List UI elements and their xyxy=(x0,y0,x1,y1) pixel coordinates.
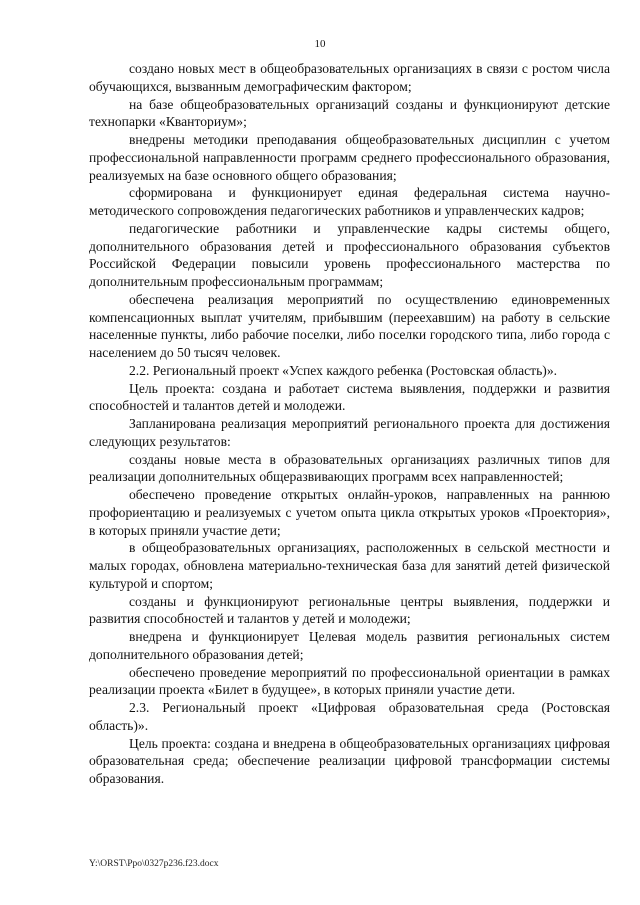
paragraph-proektoria-lessons: обеспечено проведение открытых онлайн-уроков, направленных на раннюю профориентацию и реализуемых с учетом опыта цикла открытых уроков «Проектория», в которых приняли участие дети; xyxy=(89,487,610,538)
paragraph-rural-sports-base: в общеобразовательных организациях, расположенных в сельской местности и малых городах, обновлена материально-техническая база для занятий детей физической культурой и спортом; xyxy=(89,540,610,591)
paragraph-ticket-to-future: обеспечено проведение мероприятий по профессиональной ориентации в рамках реализации проекта «Билет в будущее», в которых приняли участие дети. xyxy=(89,664,610,698)
paragraph-teacher-qualification: педагогические работники и управленческие кадры системы общего, дополнительного образования детей и профессионального образования субъектов Российской Федерации повысили уровень профессионального мастерства по дополнительным профессиональным программам; xyxy=(89,220,610,289)
paragraph-target-model: внедрена и функционирует Целевая модель развития региональных систем дополнительного образования детей; xyxy=(89,629,610,662)
paragraph-regional-talent-centers: созданы и функционируют региональные центры выявления, поддержки и развития способностей и талантов у детей и молодежи; xyxy=(89,593,610,627)
section-heading-2-3: 2.3. Региональный проект «Цифровая образовательная среда (Ростовская область)». xyxy=(89,700,610,733)
paragraph-new-school-places: создано новых мест в общеобразовательных организациях в связи с ростом числа обучающихся, вызванным демографическим фактором; xyxy=(89,61,610,94)
paragraph-methodological-support: сформирована и функционирует единая федеральная система научно-методического сопровождения педагогических работников и управленческих кадров; xyxy=(89,185,610,218)
paragraph-planned-results: Запланирована реализация мероприятий регионального проекта для достижения следующих результатов: xyxy=(89,416,610,449)
paragraph-compensation-payments: обеспечена реализация мероприятий по осуществлению единовременных компенсационных выплат учителям, прибывшим (переехавшим) на работу в сельские населенные пункты, либо рабочие поселки, либо поселки городского типа, либо города с населением до 50 тысяч человек. xyxy=(89,291,610,360)
paragraph-teaching-methods: внедрены методики преподавания общеобразовательных дисциплин с учетом профессиональной направленности программ среднего профессионального образования, реализуемых на базе основного общего образования; xyxy=(89,132,610,183)
document-body xyxy=(89,60,610,788)
footer-file-path: Y:\ORST\Ppo\0327p236.f23.docx xyxy=(89,859,219,869)
paragraph-project-goal-2-2: Цель проекта: создана и работает система выявления, поддержки и развития способностей и талантов детей и молодежи. xyxy=(89,380,610,414)
paragraph-project-goal-2-3: Цель проекта: создана и внедрена в общеобразовательных организациях цифровая образовательная среда; обеспечение реализации цифровой трансформации системы образования. xyxy=(89,735,610,786)
paragraph-additional-education-places: созданы новые места в образовательных организациях различных типов для реализации дополнительных общеразвивающих программ всех направленностей; xyxy=(89,451,610,485)
section-heading-2-2: 2.2. Региональный проект «Успех каждого ребенка (Ростовская область)». xyxy=(129,362,558,378)
page-number: 10 xyxy=(314,38,326,50)
paragraph-kvantorium: на базе общеобразовательных организаций созданы и функционируют детские технопарки «Кванториум»; xyxy=(89,96,610,130)
